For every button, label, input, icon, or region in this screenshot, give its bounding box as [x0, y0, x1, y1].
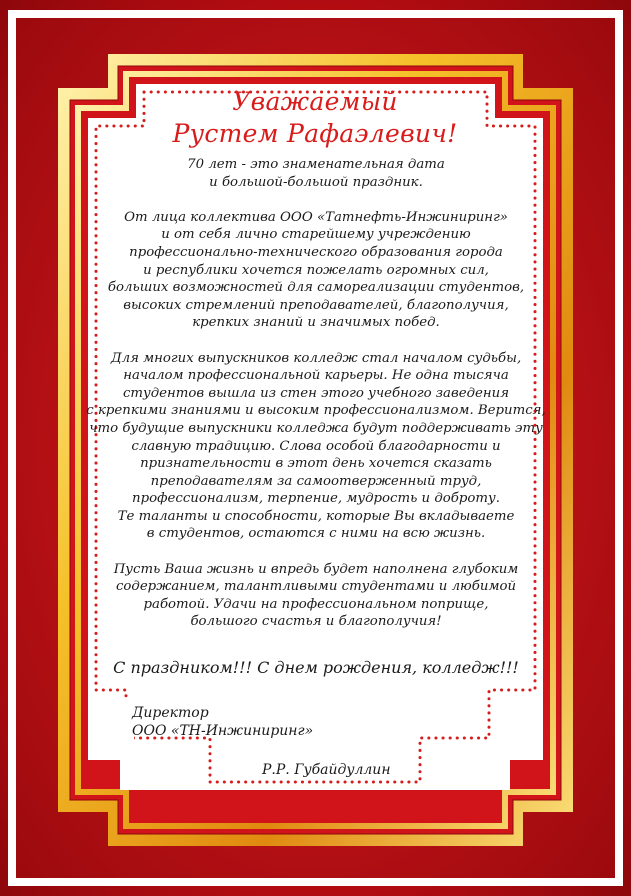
paragraph-gap — [76, 543, 556, 561]
letter-body — [76, 156, 556, 631]
closing-wish: С праздником!!! С днем рождения, колледж!!! — [113, 658, 519, 677]
body-line: что будущие выпускники колледжа будут поддерживать эту — [89, 420, 543, 436]
body-line: профессионально-технического образования города — [129, 244, 503, 260]
body-line: и республики хочется пожелать огромных сил, — [143, 262, 489, 278]
body-line: большого счастья и благополучия! — [190, 614, 442, 630]
signature-block — [132, 704, 313, 740]
signer-title: Директор — [132, 705, 209, 721]
paragraph-gap — [76, 332, 556, 350]
body-line: содержанием, талантливыми студентами и любимой — [115, 579, 517, 595]
body-line: и от себя лично старейшему учреждению — [161, 227, 471, 243]
greeting-line-2: Рустем Рафаэлевич! — [172, 119, 458, 148]
body-line: в студентов, остаются с ними на всю жизнь. — [146, 526, 486, 542]
body-line: преподавателям за самоотверженный труд, — [150, 473, 482, 489]
body-line: От лица коллектива ООО «Татнефть-Инжиниринг» — [124, 209, 508, 225]
body-line: признательности в этот день хочется сказать — [140, 456, 492, 472]
greeting-line-1: Уважаемый — [232, 87, 398, 116]
signer-name: Р.Р. Губайдуллин — [262, 762, 391, 778]
body-line: славную традицию. Слова особой благодарности и — [131, 438, 501, 454]
body-line: Для многих выпускников колледж стал началом судьбы, — [110, 350, 522, 366]
paragraph-gap — [76, 191, 556, 209]
signer-company: ООО «ТН-Инжиниринг» — [132, 723, 314, 739]
body-line: с крепкими знаниями и высоким профессионализмом. Верится, — [86, 403, 546, 419]
greeting-heading — [150, 86, 480, 150]
body-line: высоких стремлений преподавателей, благополучия, — [123, 297, 509, 313]
body-line: Те таланты и способности, которые Вы вкладываете — [117, 508, 515, 524]
body-line: началом профессиональной карьеры. Не одна тысяча — [123, 368, 509, 384]
body-line: и большой-большой праздник. — [209, 174, 423, 190]
body-line: больших возможностей для самореализации студентов, — [107, 280, 525, 296]
body-line: Пусть Ваша жизнь и впредь будет наполнена глубоким — [113, 561, 519, 577]
body-line: профессионализм, терпение, мудрость и доброту. — [132, 491, 500, 507]
body-line: крепких знаний и значимых побед. — [192, 315, 440, 331]
body-line: 70 лет - это знаменательная дата — [187, 157, 445, 172]
body-line: студентов вышла из стен этого учебного заведения — [122, 385, 510, 401]
body-line: работой. Удачи на профессиональном поприще, — [143, 596, 489, 612]
